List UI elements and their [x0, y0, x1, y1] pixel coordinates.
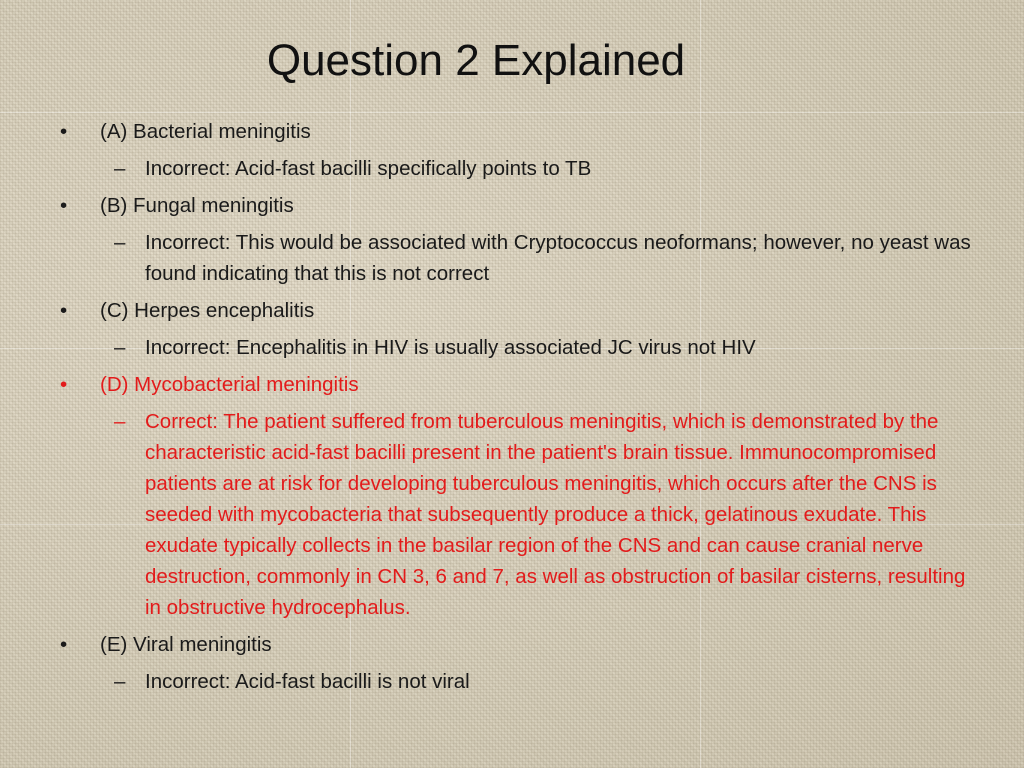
dash-marker: –: [114, 157, 126, 180]
answer-explanation-text: Incorrect: This would be associated with Cryptococcus neoformans; however, no yeast was found indicating that this is not correct: [145, 231, 971, 285]
dash-marker: –: [114, 336, 126, 359]
answer-explanation-text: Incorrect: Acid-fast bacilli is not viral: [145, 670, 470, 693]
dash-marker: –: [114, 231, 126, 254]
answer-option-b: [58, 190, 978, 221]
answer-option-c: [58, 295, 978, 326]
answer-explanation-e: [58, 666, 978, 697]
answer-explanation-a: [58, 153, 978, 184]
bullet-marker: •: [60, 194, 68, 217]
bullet-marker: •: [60, 373, 68, 396]
dash-marker: –: [114, 670, 126, 693]
answer-explanation-b: [58, 227, 978, 289]
dash-marker: –: [114, 410, 126, 433]
answer-option-d-correct: [58, 369, 978, 400]
answer-list: [58, 116, 978, 703]
answer-option-label: (B) Fungal meningitis: [100, 194, 294, 217]
answer-option-label: (E) Viral meningitis: [100, 633, 272, 656]
answer-explanation-text: Incorrect: Acid-fast bacilli specifically points to TB: [145, 157, 592, 180]
answer-option-label: (D) Mycobacterial meningitis: [100, 373, 359, 396]
answer-explanation-text: Incorrect: Encephalitis in HIV is usually associated JC virus not HIV: [145, 336, 756, 359]
answer-explanation-text: Correct: The patient suffered from tuberculous meningitis, which is demonstrated by the characteristic acid-fast bacilli present in the patient's brain tissue. Immunocompromised patients are at risk for developing tuberculous meningitis, which occurs after the CNS is seeded with mycobacteria that subsequently produce a thick, gelatinous exudate. This exudate typically collects in the basilar region of the CNS and can cause cranial nerve destruction, commonly in CN 3, 6 and 7, as well as obstruction of basilar cisterns, resulting in obstructive hydrocephalus.: [145, 410, 966, 619]
bullet-marker: •: [60, 299, 68, 322]
answer-option-a: [58, 116, 978, 147]
bullet-marker: •: [60, 120, 68, 143]
answer-explanation-d-correct: [58, 406, 978, 623]
bullet-marker: •: [60, 633, 68, 656]
answer-option-label: (C) Herpes encephalitis: [100, 299, 315, 322]
answer-explanation-c: [58, 332, 978, 363]
background-grid-line: [0, 112, 1024, 113]
answer-option-e: [58, 629, 978, 660]
slide-title: Question 2 Explained: [266, 36, 686, 85]
answer-option-label: (A) Bacterial meningitis: [100, 120, 311, 143]
